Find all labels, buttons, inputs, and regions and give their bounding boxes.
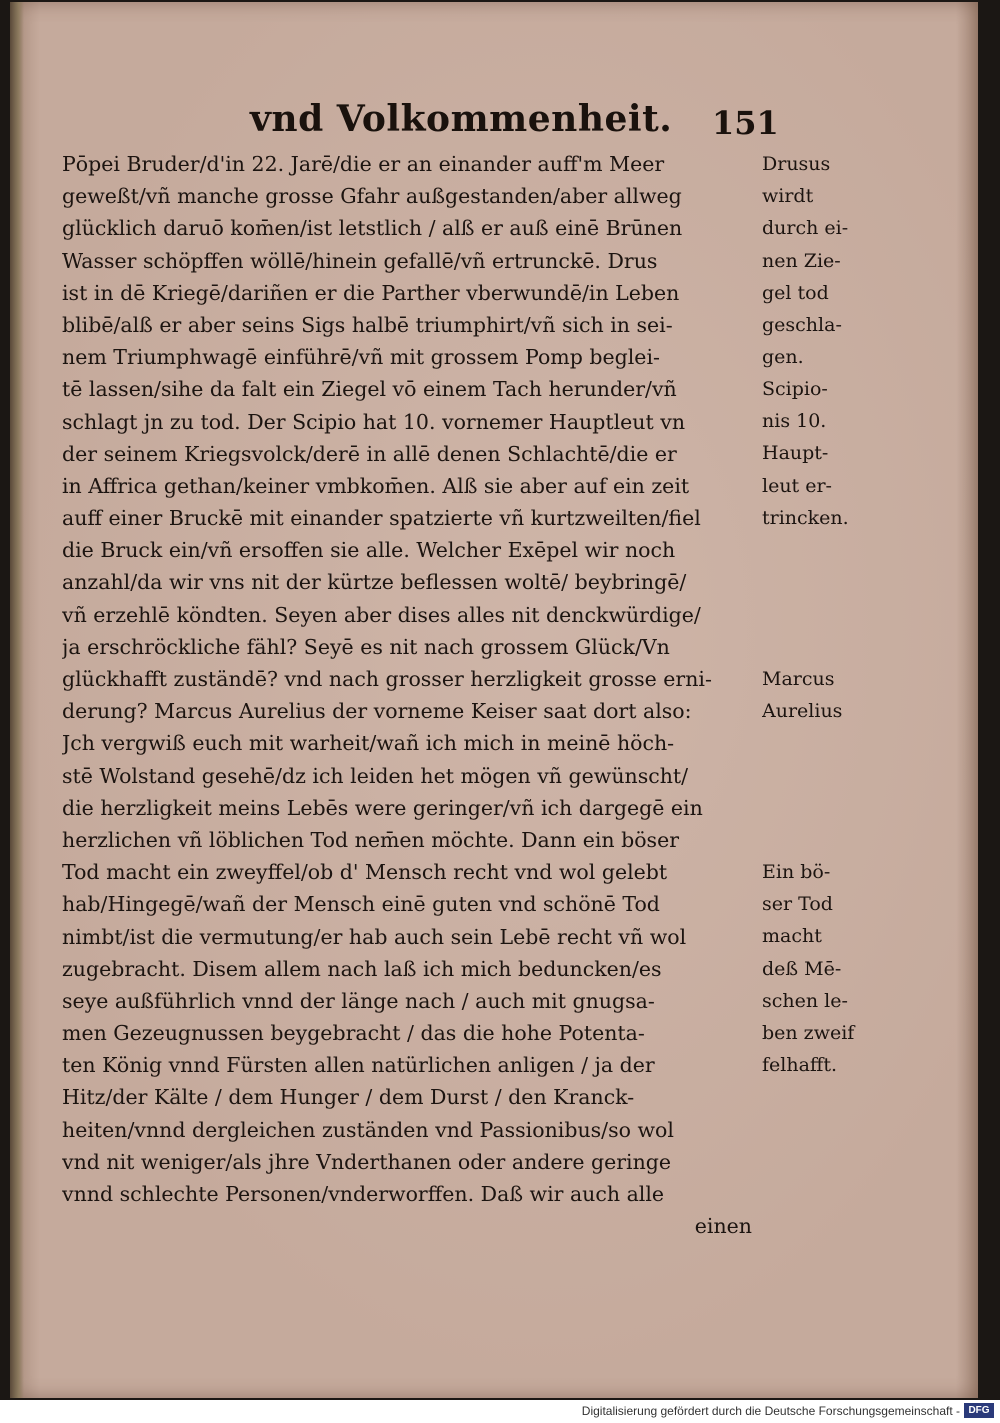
marginal-line: nen Zie-	[762, 249, 841, 272]
text-line: zugebracht. Disem allem nach laß ich mich beduncken/es	[62, 956, 662, 981]
marginal-note-boeser-tod	[762, 856, 872, 1081]
text-line: seye außführlich vnnd der länge nach / auch mit gnugsa-	[62, 988, 655, 1013]
text-line: nem Triumphwagē einführē/vñ mit grossem Pomp beglei-	[62, 345, 660, 370]
text-line: ten König vnnd Fürsten allen natürlichen anligen / ja der	[62, 1053, 655, 1078]
text-line: tē lassen/sihe da falt ein Ziegel vō einem Tach herunder/vñ	[62, 377, 677, 402]
marginal-note-marcus-aurelius	[762, 663, 872, 727]
text-line: herzlichen vñ löblichen Tod nem̄en möchte. Dann ein böser	[62, 827, 680, 852]
text-line: in Affrica gethan/keiner vmbkom̄en. Alß sie aber auf ein zeit	[62, 473, 690, 498]
running-head: vnd Volkommenheit.	[250, 98, 673, 140]
marginal-line: schen le-	[762, 989, 848, 1012]
marginal-line: nis 10.	[762, 410, 827, 433]
marginal-line: felhafft.	[762, 1054, 838, 1077]
page-number: 151	[712, 104, 779, 142]
marginal-line: macht	[762, 925, 822, 948]
marginal-line: Haupt-	[762, 442, 829, 465]
text-line: Pōpei Bruder/d'in 22. Jarē/die er an einander auff'm Meer	[62, 152, 665, 176]
marginal-line: durch ei-	[762, 217, 849, 240]
marginal-note-drusus	[762, 148, 872, 373]
text-line: geweßt/vñ manche grosse Gfahr außgestanden/aber allweg	[62, 184, 682, 209]
text-line: schlagt jn zu tod. Der Scipio hat 10. vornemer Hauptleut vn	[62, 409, 686, 434]
marginal-line: gen.	[762, 346, 804, 369]
funding-credit: Digitalisierung gefördert durch die Deutsche Forschungsgemeinschaft -	[581, 1404, 960, 1418]
text-line: vñ erzehlē köndten. Seyen aber dises alles nit denckwürdige/	[62, 602, 701, 627]
text-line: glückhafft zuständē? vnd nach grosser herzligkeit grosse erni-	[62, 667, 712, 691]
text-line: auff einer Bruckē mit einander spatzierte vñ kurtzweilten/fiel	[62, 506, 701, 531]
text-line: die herzligkeit meins Lebēs were geringer/vñ ich dargegē ein	[62, 795, 703, 820]
book-gutter	[10, 2, 24, 1398]
marginal-line: wirdt	[762, 185, 814, 208]
marginal-line: deß Mē-	[762, 957, 842, 980]
text-line: Hitz/der Kälte / dem Hunger / dem Durst / den Kranck-	[62, 1085, 635, 1110]
text-line: anzahl/da wir vns nit der kürtze beflessen woltē/ beybringē/	[62, 570, 687, 595]
text-line: heiten/vnnd dergleichen zuständen vnd Passionibus/so wol	[62, 1117, 674, 1142]
text-line: Tod macht ein zweyffel/ob d' Mensch recht vnd wol gelebt	[62, 860, 668, 885]
main-text-block	[62, 148, 762, 1242]
text-line: nimbt/ist die vermutung/er hab auch sein Lebē recht vñ wol	[62, 924, 687, 949]
marginal-line: trincken.	[762, 506, 849, 529]
marginal-line: ben zweif	[762, 1021, 855, 1044]
marginal-line: Aurelius	[762, 700, 843, 723]
text-line: hab/Hingegē/wañ der Mensch einē guten vnd schönē Tod	[62, 892, 660, 917]
text-line: vnnd schlechte Personen/vnderworffen. Daß wir auch alle	[62, 1182, 665, 1206]
text-line: glücklich daruō kom̄en/ist letstlich / alß er auß einē Brūnen	[62, 216, 683, 241]
marginal-line: Scipio-	[762, 378, 828, 400]
text-line: stē Wolstand gesehē/dz ich leiden het mögen vñ gewünscht/	[62, 763, 689, 788]
marginal-line: ser Tod	[762, 893, 833, 916]
text-line: men Gezeugnussen beygebracht / das die hohe Potenta-	[62, 1021, 645, 1046]
dfg-logo: DFG	[964, 1403, 994, 1418]
marginal-line: Drusus	[762, 153, 831, 175]
text-line: ist in dē Kriegē/dariñen er die Parther vberwundē/in Leben	[62, 280, 680, 305]
text-line: der seinem Kriegsvolck/derē in allē denen Schlachtē/die er	[62, 441, 677, 466]
marginal-line: gel tod	[762, 281, 829, 304]
text-line: blibē/alß er aber seins Sigs halbē triumphirt/vñ sich in sei-	[62, 312, 673, 337]
marginal-line: leut er-	[762, 474, 832, 497]
text-line: die Bruck ein/vñ ersoffen sie alle. Welcher Exēpel wir noch	[62, 538, 676, 563]
marginal-note-scipio	[762, 373, 872, 534]
text-line: ja erschröckliche fähl? Seyē es nit nach grossem Glück/Vn	[62, 634, 670, 659]
text-line: Jch vergwiß euch mit warheit/wañ ich mich in meinē höch-	[62, 731, 675, 756]
marginal-line: geschla-	[762, 313, 842, 336]
text-line: derung? Marcus Aurelius der vorneme Keiser saat dort also:	[62, 699, 692, 724]
text-line: Wasser schöpffen wöllē/hinein gefallē/vñ ertrunckē. Drus	[62, 248, 658, 273]
marginal-line: Ein bö-	[762, 861, 831, 883]
catchword: einen	[694, 1214, 752, 1239]
text-line: vnd nit weniger/als jhre Vnderthanen oder andere geringe	[62, 1149, 672, 1174]
marginal-line: Marcus	[762, 668, 835, 690]
